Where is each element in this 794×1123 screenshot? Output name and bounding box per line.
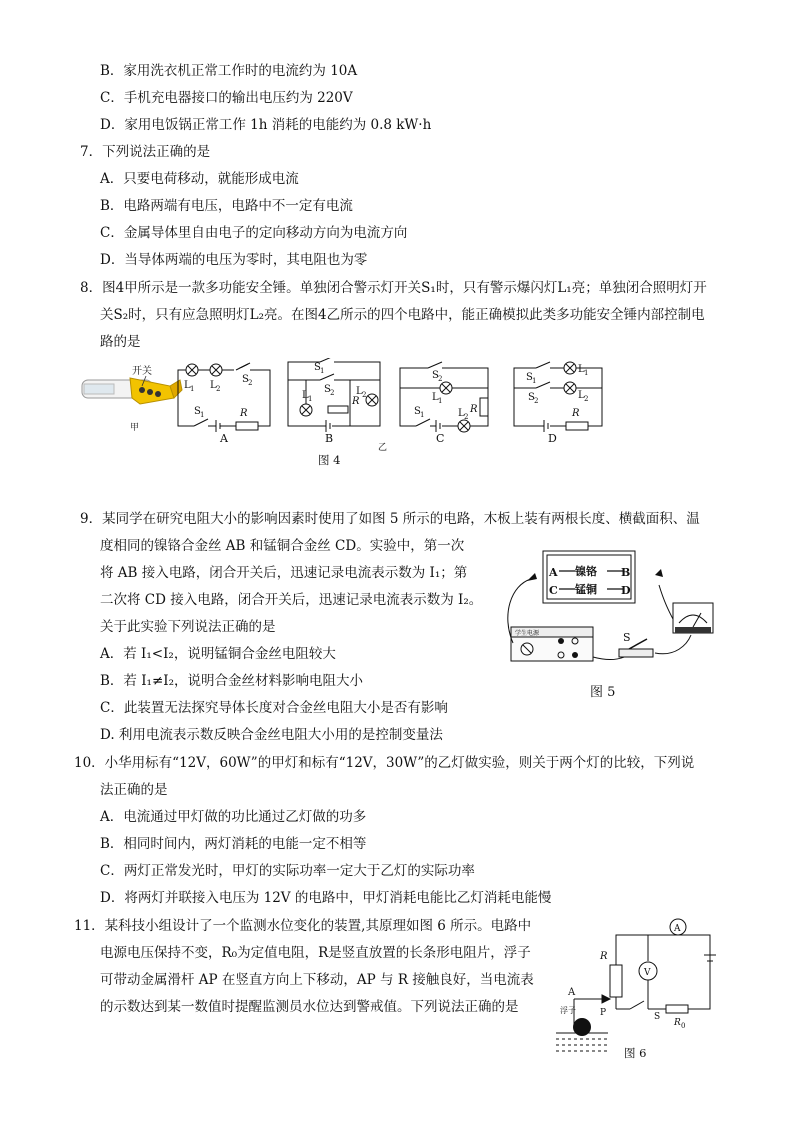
q7-option-b: B．电路两端有电压，电路中不一定有电流 xyxy=(100,198,353,214)
q7-option-d: D．当导体两端的电压为零时，其电阻也为零 xyxy=(100,252,368,268)
svg-text:S: S xyxy=(314,362,321,373)
figure-6-drawing xyxy=(548,915,723,1055)
svg-text:P: P xyxy=(600,1008,607,1018)
svg-text:2: 2 xyxy=(216,385,221,393)
svg-text:S: S xyxy=(432,370,439,381)
svg-text:S: S xyxy=(414,406,421,417)
svg-text:R: R xyxy=(572,408,580,419)
svg-text:S: S xyxy=(528,392,535,403)
yi-label: 乙 xyxy=(378,443,388,453)
q9-option-c: C．此装置无法探究导体长度对合金丝电阻大小是否有影响 xyxy=(100,700,448,716)
q8-stem-line2: 关S₂时，只有应急照明灯L₂亮。在图4乙所示的四个电路中，能正确模拟此类多功能安全锤内部控制电 xyxy=(100,307,705,323)
svg-text:S: S xyxy=(526,372,533,383)
svg-text:L: L xyxy=(356,386,363,397)
svg-text:S: S xyxy=(623,631,631,644)
svg-text:2: 2 xyxy=(584,395,589,403)
svg-text:B: B xyxy=(621,566,631,579)
manganin-label: 锰铜 xyxy=(575,583,597,596)
circuit-b-label: B xyxy=(325,432,334,445)
q9-stem-line1: 9．某同学在研究电阻大小的影响因素时使用了如图 5 所示的电路，木板上装有两根长度、横截面积、温 xyxy=(80,511,700,527)
circuit-c xyxy=(400,362,488,432)
svg-text:R: R xyxy=(240,408,248,419)
student-power-supply-label: 学生电源 xyxy=(515,630,540,637)
circuit-a xyxy=(178,363,270,432)
svg-text:L: L xyxy=(458,408,465,419)
q7-option-a: A．只要电荷移动，就能形成电流 xyxy=(100,171,299,187)
svg-text:S: S xyxy=(654,1012,661,1022)
figure-5-caption: 图 5 xyxy=(590,685,616,700)
svg-text:R: R xyxy=(470,404,478,415)
q10-option-d: D．将两灯并联接入电压为 12V 的电路中，甲灯消耗电能比乙灯消耗电能慢 xyxy=(100,890,552,906)
q6-option-c: C．手机充电器接口的输出电压约为 220V xyxy=(100,90,353,106)
svg-text:2: 2 xyxy=(330,389,335,397)
circuit-d-label: D xyxy=(548,432,557,445)
svg-text:2: 2 xyxy=(534,397,539,405)
svg-text:S: S xyxy=(242,374,249,385)
q10-stem-line2: 法正确的是 xyxy=(100,782,168,798)
q6-option-d: D．家用电饭锅正常工作 1h 消耗的电能约为 0.8 kW·h xyxy=(100,117,432,133)
q10-stem-line1: 10．小华用标有“12V，60W”的甲灯和标有“12V，30W”的乙灯做实验，则关于两个灯的比较，下列说 xyxy=(74,755,695,771)
figure-5-drawing xyxy=(505,545,720,680)
q9-stem-line5: 关于此实验下列说法正确的是 xyxy=(100,619,276,635)
q10-option-b: B．相同时间内，两灯消耗的电能一定不相等 xyxy=(100,836,367,852)
svg-text:2: 2 xyxy=(438,375,443,383)
svg-text:1: 1 xyxy=(532,377,537,385)
q9-stem-line4: 二次将 CD 接入电路，闭合开关后，迅速记录电流表示数为 I₂。 xyxy=(100,592,483,608)
svg-text:A: A xyxy=(674,924,681,934)
q11-stem-line3: 可带动金属滑杆 AP 在竖直方向上下移动，AP 与 R 接触良好，当电流表 xyxy=(100,972,534,988)
q9-stem-line2: 度相同的镍铬合金丝 AB 和锰铜合金丝 CD。实验中，第一次 xyxy=(100,538,465,554)
svg-text:1: 1 xyxy=(420,411,425,419)
jia-label: 甲 xyxy=(130,423,140,433)
q11-stem-line2: 电源电压保持不变，R₀为定值电阻，R是竖直放置的长条形电阻片，浮子 xyxy=(100,945,531,961)
svg-text:2: 2 xyxy=(362,391,367,399)
figure-6-caption: 图 6 xyxy=(624,1046,647,1060)
svg-text:L: L xyxy=(210,380,217,391)
svg-text:L: L xyxy=(184,380,191,391)
svg-text:R: R xyxy=(674,1018,681,1028)
svg-text:2: 2 xyxy=(248,379,253,387)
svg-text:2: 2 xyxy=(464,413,469,421)
svg-text:D: D xyxy=(621,584,631,597)
svg-text:1: 1 xyxy=(200,411,205,419)
svg-text:R: R xyxy=(352,396,360,407)
switch-label: 开关 xyxy=(132,366,152,377)
svg-text:1: 1 xyxy=(308,395,313,403)
q8-stem-line3: 路的是 xyxy=(100,334,141,350)
q9-option-b: B．若 I₁≠I₂，说明合金丝材料影响电阻大小 xyxy=(100,673,364,689)
svg-text:L: L xyxy=(302,390,309,401)
q6-option-b: B．家用洗衣机正常工作时的电流约为 10A xyxy=(100,63,358,79)
svg-text:L: L xyxy=(578,390,585,401)
q8-stem-line1: 8．图4甲所示是一款多功能安全锤。单独闭合警示灯开关S₁时，只有警示爆闪灯L₁亮；单独闭合照明灯开 xyxy=(80,280,707,296)
q9-option-d: D. 利用电流表示数反映合金丝电阻大小用的是控制变量法 xyxy=(100,727,443,743)
svg-text:S: S xyxy=(194,406,201,417)
svg-text:V: V xyxy=(644,968,651,978)
svg-text:1: 1 xyxy=(584,369,589,377)
q10-option-c: C．两灯正常发光时，甲灯的实际功率一定大于乙灯的实际功率 xyxy=(100,863,475,879)
safety-hammer-illustration xyxy=(82,376,182,404)
q7-option-c: C．金属导体里自由电子的定向移动方向为电流方向 xyxy=(100,225,408,241)
svg-text:L: L xyxy=(578,364,585,375)
svg-text:0: 0 xyxy=(681,1022,686,1030)
svg-text:A: A xyxy=(549,566,558,579)
q9-option-a: A．若 I₁<I₂，说明锰铜合金丝电阻较大 xyxy=(100,646,336,662)
float-label: 浮子 xyxy=(560,1006,576,1015)
svg-text:1: 1 xyxy=(320,367,325,375)
circuit-a-label: A xyxy=(220,432,228,445)
nickel-chromium-label: 镍铬 xyxy=(575,565,597,578)
q10-option-a: A．电流通过甲灯做的功比通过乙灯做的功多 xyxy=(100,809,367,825)
q9-stem-line3: 将 AB 接入电路，闭合开关后，迅速记录电流表示数为 I₁；第 xyxy=(100,565,468,581)
circuit-c-label: C xyxy=(436,432,445,445)
svg-text:L: L xyxy=(432,392,439,403)
svg-text:1: 1 xyxy=(438,397,443,405)
q11-stem-line4: 的示数达到某一数值时提醒监测员水位达到警戒值。下列说法正确的是 xyxy=(100,999,519,1015)
q11-stem-line1: 11．某科技小组设计了一个监测水位变化的装置,其原理如图 6 所示。电路中 xyxy=(74,918,532,934)
figure-6 xyxy=(548,915,723,1055)
svg-text:A: A xyxy=(568,987,576,998)
figure-4-caption: 图 4 xyxy=(318,453,341,467)
svg-text:R: R xyxy=(600,951,608,962)
svg-text:S: S xyxy=(324,384,331,395)
figure-5 xyxy=(505,545,720,680)
svg-text:C: C xyxy=(549,584,558,597)
q7-stem: 7．下列说法正确的是 xyxy=(80,144,211,160)
svg-text:1: 1 xyxy=(190,385,195,393)
